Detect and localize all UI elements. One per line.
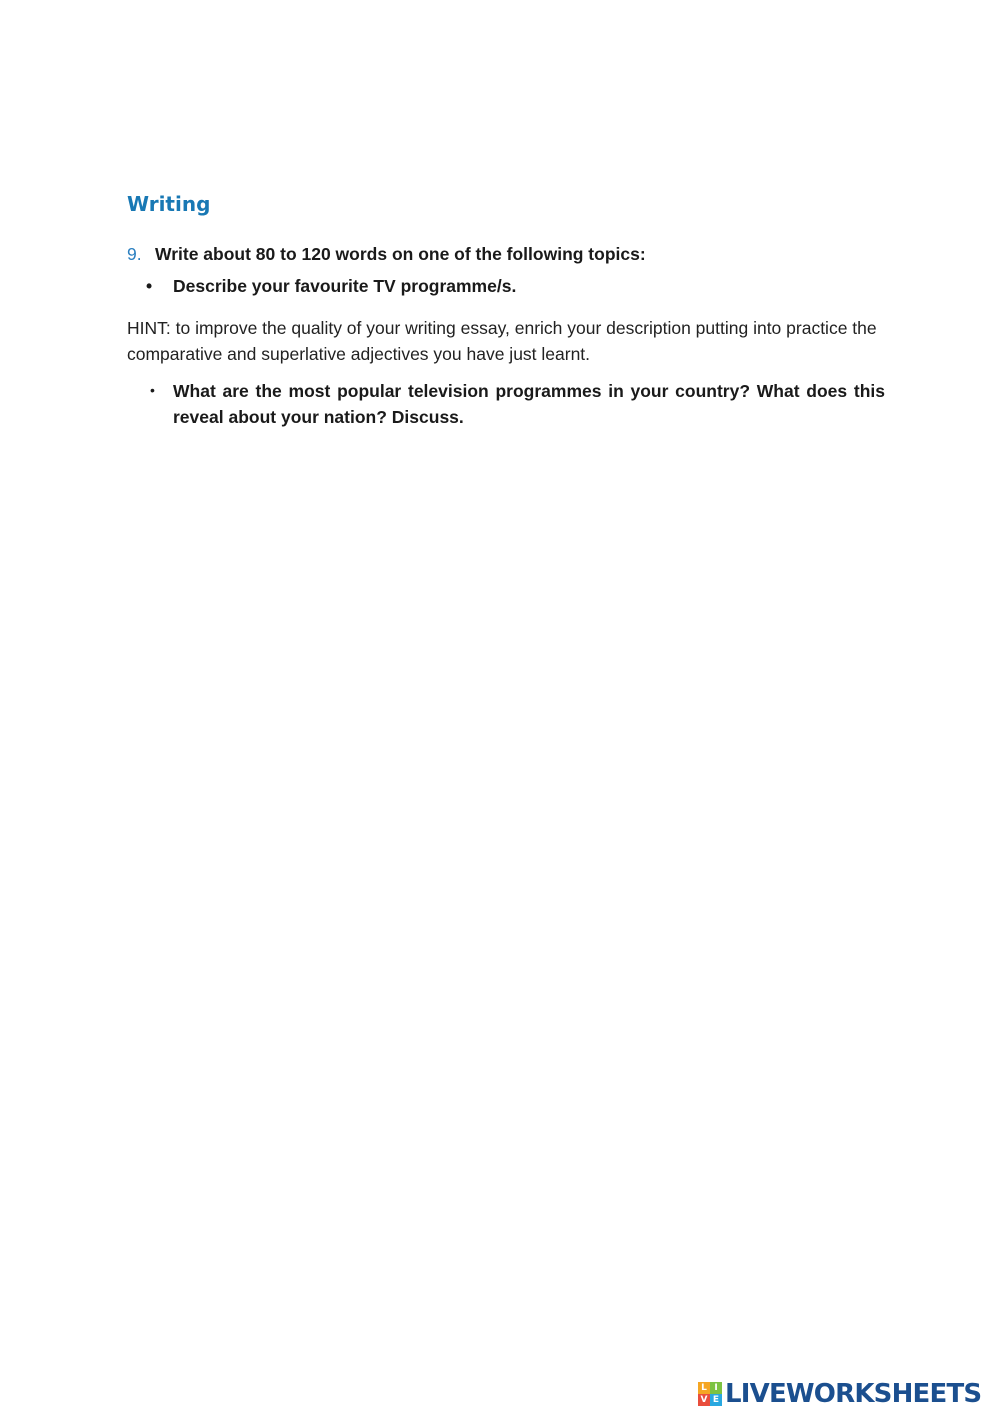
logo-letter-l: L <box>698 1382 710 1394</box>
bullet-icon: • <box>150 382 155 398</box>
logo-letter-v: V <box>698 1394 710 1406</box>
section-title: Writing <box>127 192 211 216</box>
topic-item <box>150 378 890 430</box>
hint-paragraph: HINT: to improve the quality of your writing essay, enrich your description putting into practice the comparative and superlative adjectives you have just learnt. <box>127 318 877 364</box>
question-number: 9. <box>127 244 142 264</box>
logo-letter-e: E <box>710 1394 722 1406</box>
liveworksheets-logo <box>698 1378 981 1410</box>
liveworksheets-logo-text: LIVEWORKSHEETS <box>725 1379 982 1409</box>
bullet-icon: • <box>146 276 153 296</box>
question-9 <box>127 243 887 265</box>
logo-letter-i: I <box>710 1382 722 1394</box>
liveworksheets-logo-icon <box>698 1382 722 1406</box>
topic-text: What are the most popular television programmes in your country? What does this reveal about your nation? Discuss. <box>173 381 885 427</box>
question-text: Write about 80 to 120 words on one of the following topics: <box>155 244 646 264</box>
topic-item <box>146 275 516 297</box>
topic-text: Describe your favourite TV programme/s. <box>173 276 517 296</box>
